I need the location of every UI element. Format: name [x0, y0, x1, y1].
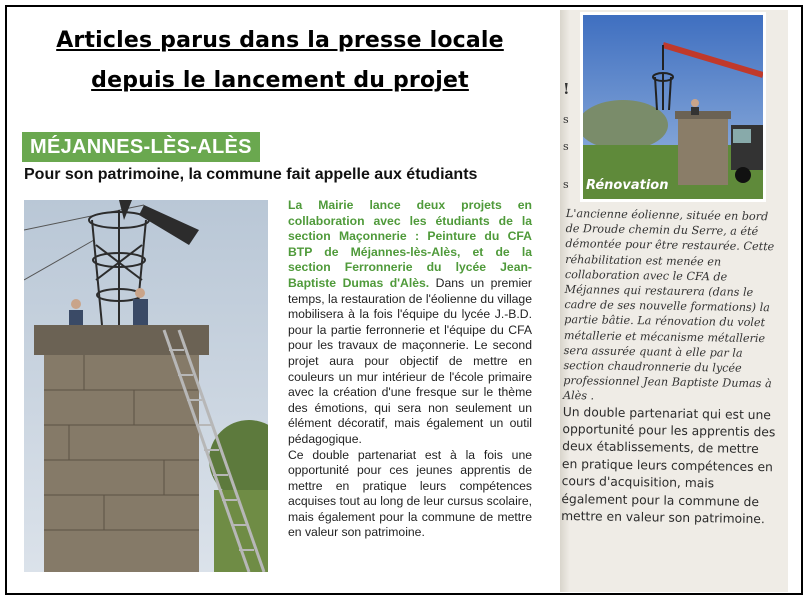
page-subtitle: depuis le lancement du projet	[91, 68, 469, 93]
article-body-2: Ce double partenariat est à la fois une opportunité pour ces jeunes apprentis de mettre en pratique leurs compétences acquises tout au long de leur cursus scolaire, mais également pour la commune de mettre en valeur son patrimoine.	[288, 447, 532, 540]
article-lead: La Mairie lance deux projets en collaboration avec les étudiants de la section Maçonnerie : Peinture du CFA BTP de Méjannes-lès-Alès, et de la section Ferronnerie du lycée Jean-Baptiste Dumas d'Alès.	[288, 198, 532, 290]
photo-caption: Rénovation	[586, 178, 669, 193]
clipping-fragment: s	[563, 113, 569, 126]
article-right-part1: L'ancienne éolienne, située en bord de Droude chemin du Serre, a été démontée pour être restaurée. Cette réhabilitation est menée en collaboration avec le CFA de Méjannes qui restaurera (dans le cadre de ses nouvelle formations) la partie bâtie. La rénovation du volet métallerie et mécanisme métallerie sera assurée quant à elle par la section chaudronnerie du lycée professionnel Jean Baptiste Dumas à Alès .	[562, 206, 775, 403]
renovation-photo	[580, 12, 766, 202]
clipping-fragment: s	[563, 178, 569, 191]
windmill-tower-photo	[24, 200, 268, 572]
clipping-fragment: s	[563, 140, 569, 153]
page-title: Articles parus dans la presse locale	[56, 28, 504, 53]
location-banner: MÉJANNES-LÈS-ALÈS	[22, 132, 260, 162]
article-right-part2: Un double partenariat qui est une opportunité pour les apprentis des deux établissements, de mettre en pratique leurs compétences en cours d'acquisition, mais également pour la commune de mettre en valeur son patrimoine.	[561, 404, 776, 527]
clipping-fragment: !	[563, 80, 570, 98]
article-body: Dans un premier temps, la restauration de l'éolienne du village mobilisera à la fois l'équipe du lycée J.-B.D. pour la partie ferronnerie et l'équipe du CFA pour les travaux de maçonnerie. Le second projet aura pour objectif de mettre en couleurs un mur intérieur de l'école primaire avec la création d'une fresque sur le thème des émotions, qui sera non seulement un élément décoratif, mais également un outil pédagogique.	[288, 275, 532, 446]
article-left-text	[288, 198, 532, 541]
article-headline: Pour son patrimoine, la commune fait appelle aux étudiants	[24, 166, 478, 183]
article-right-text	[561, 206, 780, 529]
